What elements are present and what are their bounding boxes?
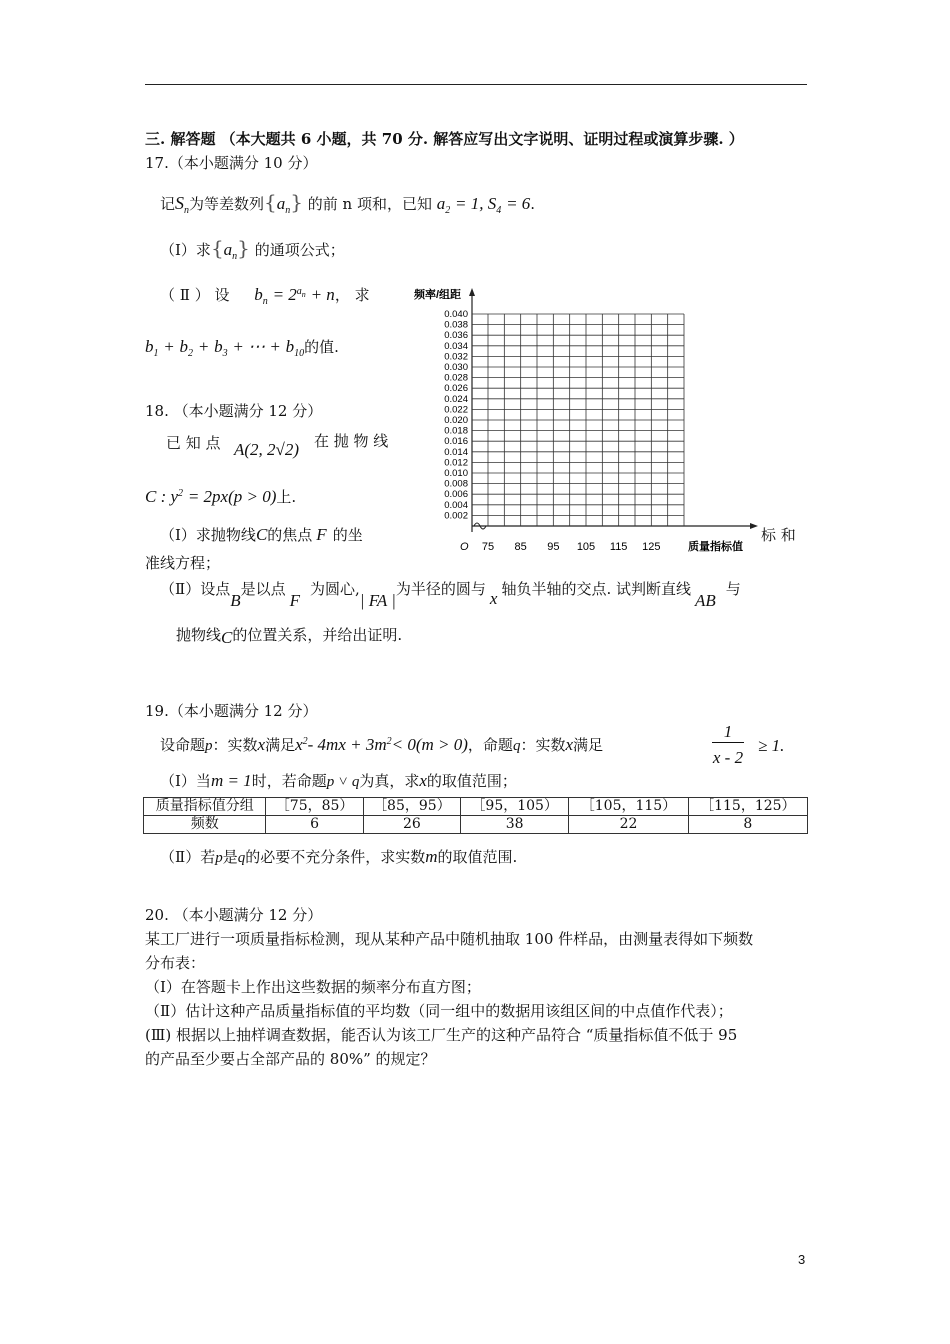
q19-part1-d: 的取值范围； [426,772,517,790]
table-cell: ［75，85） [266,798,363,816]
math-sub1: 1 [153,348,159,359]
math-plus-n: + n [310,285,335,304]
q18-part2-end [176,624,402,645]
y-tick-label: 0.032 [444,351,468,363]
table-cell: 6 [266,816,363,834]
math-frac-num: 1 [712,722,744,743]
q19-part1-c: 为真，求 [359,772,420,790]
q18-parabola: C : $y^2 = 2px(p > 0)$上. [145,487,297,506]
q19-part1-a: （Ⅰ）当 [160,772,211,790]
q19-stem-c: 满足 [265,736,296,754]
page-number: 3 [798,1252,806,1267]
math-ineq-rhs: - 4mx + 3m [307,735,387,754]
math-an: a [276,194,286,213]
math-sub10: 10 [294,348,305,359]
math-xvar3: x [419,771,427,790]
math-pointA: A(2, 2√2) [234,440,300,459]
q20-part3-line2: 的产品至少要占全部产品的 80%” 的规定？ [145,1050,436,1068]
math-b3: b [214,337,223,356]
table-row [144,798,808,816]
q19-part2-a: （Ⅱ）若 [160,848,216,866]
math-parabola: C : y [145,487,179,506]
math-C2: C [221,628,233,647]
table-cell: ［85，95） [363,798,460,816]
q17-part1-b: 的通项公式； [254,241,345,259]
math-sub-4: 4 [496,205,502,216]
q18-stem-c: 上. [276,488,297,506]
q18-title: 18. （本小题满分 12 分） [145,402,323,420]
x-tick-label: 95 [547,541,560,553]
math-dots: + ⋯ + [232,337,281,356]
math-AB: AB [695,591,716,610]
table-cell: 26 [363,816,460,834]
math-a2: a [436,194,446,213]
q18-part1 [160,524,363,545]
math-b10: b [285,337,295,356]
math-parabola-rhs: = 2px(p > 0) [187,487,277,506]
q19-part1 [160,770,517,791]
y-tick-label: 0.014 [444,446,468,458]
table-cell: 22 [569,816,688,834]
q18-part1-c: 的坐 [332,526,363,544]
chart-xlabel: 质量指标值 [688,541,743,553]
q19-stem-f: 满足 [573,736,604,754]
q18-stem-a: 已 知 点 [166,434,221,452]
q17-part2-a: （ Ⅱ ） 设 [160,286,230,304]
math-p2: p [215,850,223,866]
q19-part2 [160,846,517,867]
q19-title: 19.（本小题满分 12 分） [145,702,318,720]
x-tick-label: 115 [609,541,628,553]
y-tick-label: 0.022 [444,404,468,416]
q18-part2-b: 是以点 [240,580,286,598]
y-axis-arrow [469,288,475,296]
y-tick-label: 0.012 [444,457,468,469]
math-sub-2: 2 [445,205,451,216]
table-row [144,816,808,834]
math-bn: b [254,285,263,304]
chart-xticks [482,541,661,553]
math-sub3: 3 [222,348,228,359]
math-cond17: = 1, S [455,194,497,213]
math-sub-n3: n [232,251,238,262]
q19-stem-e: ：实数 [520,736,566,754]
q20-part1: （Ⅰ）在答题卡上作出这些数据的频率分布直方图； [145,978,481,996]
table-cell: ［115，125） [688,798,807,816]
q17-part2-c: 的值. [304,338,339,356]
math-ineq-x: x [295,735,303,754]
math-plus2: + [197,337,210,356]
math-x: x [489,589,498,608]
math-q: q [512,738,521,754]
y-tick-label: 0.002 [444,510,468,522]
x-tick-label: 125 [642,541,661,553]
chart-origin: O [460,541,469,553]
table-header-cell: 质量指标值分组 [144,798,266,816]
math-frac-rhs: ≥ 1. [758,736,785,755]
math-m: m [425,847,438,866]
q19-part2-d: 的取值范围. [437,848,518,866]
math-b2: b [179,337,189,356]
q18-part2-a: （Ⅱ）设点 [160,580,231,598]
math-eq6: = 6 [506,194,531,213]
math-B: B [230,591,241,610]
math-an-b: a [223,240,233,259]
q18-part1-e: 准线方程； [145,554,221,572]
y-tick-label: 0.028 [444,372,468,384]
x-tick-label: 85 [514,541,527,553]
x-tick-label: 105 [576,541,596,553]
q20-stem-line1: 某工厂进行一项质量指标检测，现从某种产品中随机抽取 100 件样品，由测量表得如下频数 [145,930,754,948]
histogram-grid-chart [412,284,760,558]
math-bn-rhs: = 2 [272,285,297,304]
y-tick-label: 0.018 [444,425,468,437]
table-cell: 38 [461,816,569,834]
q19-stem-b: ：实数 [212,736,258,754]
q17-stem-c: 的前 n 项和，已知 [307,195,432,213]
y-tick-label: 0.008 [444,478,468,490]
q18-part1-d: 标 和 [761,526,796,544]
q19-part2-c: 的必要不充分条件，求实数 [245,848,426,866]
frequency-table [143,797,808,834]
q17-part1: （Ⅰ）求$\{a_n\}$ 的通项公式； [160,236,345,262]
q17-part1-a: （Ⅰ）求 [160,241,211,259]
y-tick-label: 0.020 [444,415,468,426]
table-cell: ［95，105） [461,798,569,816]
y-tick-label: 0.016 [444,436,468,448]
q17-stem-a: 记 [160,195,176,213]
table-cell: ［105，115） [569,798,688,816]
math-Sn: S [175,193,185,213]
math-q2: q [237,850,246,866]
y-tick-label: 0.034 [444,340,468,352]
q18-stem-b: 在 抛 物 线 [314,432,389,450]
math-FA: | FA | [359,591,396,610]
q18-part1-a: （Ⅰ）求抛物线 [160,526,256,544]
q18-part2 [160,578,741,610]
math-xvar: x [257,735,266,754]
q18-part2-e: 轴负半轴的交点. 试判断直线 [501,580,692,598]
q20-stem-line2: 分布表： [145,954,206,972]
q18-part2-f: 与 [725,580,741,598]
y-tick-label: 0.038 [444,319,468,331]
math-frac-den: x - 2 [712,748,744,767]
y-tick-label: 0.004 [444,499,468,511]
q17-stem: 记$S_n$为等差数列$\{a_n\}$ 的前 n 项和，已知 $a_2 = 1$, $S_4 = 6$. [160,190,536,216]
math-C: C [255,525,268,544]
math-F2: F [289,591,300,610]
math-m-eq-1: m = 1 [210,771,252,790]
q18-part1-b: 的焦点 [267,526,313,544]
q20-part3-line1: (Ⅲ) 根据以上抽样调查数据，能否认为该工厂生产的这种产品符合 “质量指标值不低于 95 [145,1026,738,1044]
q19-stem-d: ，命题 [467,736,513,754]
q19-part1-b: 时，若命题 [251,772,327,790]
math-b1: b [145,337,154,356]
x-tick-label: 75 [481,541,495,553]
q20-part2: （Ⅱ）估计这种产品质量指标值的平均数（同一组中的数据用该组区间的中点值作代表）； [145,1002,733,1020]
math-p: p [205,738,213,754]
y-tick-label: 0.024 [444,393,468,405]
q18-part2-g: 抛物线 [176,626,222,644]
q20-title: 20. （本小题满分 12 分） [145,906,323,924]
q17-part2-b: ， 求 [334,286,370,304]
y-tick-label: 0.036 [444,330,468,342]
math-sub-n2: n [285,205,291,216]
math-sub2: 2 [188,348,194,359]
math-p-or-q: p ˅ q [326,774,360,790]
chart-ylabel: 频率/组距 [414,289,462,301]
math-xvar2: x [565,735,573,754]
q19-stem-a: 设命题 [160,736,206,754]
y-tick-label: 0.010 [444,468,468,479]
q17-title: 17.（本小题满分 10 分） [145,154,318,172]
math-ineq-end: < 0(m > 0) [391,735,468,754]
top-rule [145,84,807,85]
q17-stem-b: 为等差数列 [189,195,265,213]
chart-yticks [444,309,468,521]
q18-part2-c: 为圆心, [310,580,360,598]
math-plus1: + [163,337,175,356]
x-axis-arrow [750,523,758,529]
y-tick-label: 0.026 [444,383,468,395]
q18-part2-h: 的位置关系，并给出证明. [232,626,403,644]
q19-stem: 设命题p：实数x满足$x^2-$ $4mx + 3m^2< 0(m > 0)$，命题q：实数x满足 [160,735,604,754]
math-sub-n: n [184,205,190,216]
math-F: F [316,525,327,544]
q17-bsum [145,336,339,359]
section-header: 三. 解答题 （本大题共 6 小题，共 70 分. 解答应写出文字说明、证明过程或演算步骤. ） [145,130,744,148]
y-tick-label: 0.030 [444,362,468,373]
y-tick-label: 0.006 [444,489,468,501]
y-tick-label: 0.040 [444,309,468,320]
math-sub-n4: n [262,296,268,307]
table-header-cell: 频数 [144,816,266,834]
q19-part2-b: 是 [222,848,238,866]
table-cell: 8 [688,816,807,834]
q17-part2: （ Ⅱ ） 设 $b_n = 2^{a_n} + n$， 求 [160,285,370,307]
q18-part2-d: 为半径的圆与 [395,580,486,598]
chart-grid [469,288,758,532]
